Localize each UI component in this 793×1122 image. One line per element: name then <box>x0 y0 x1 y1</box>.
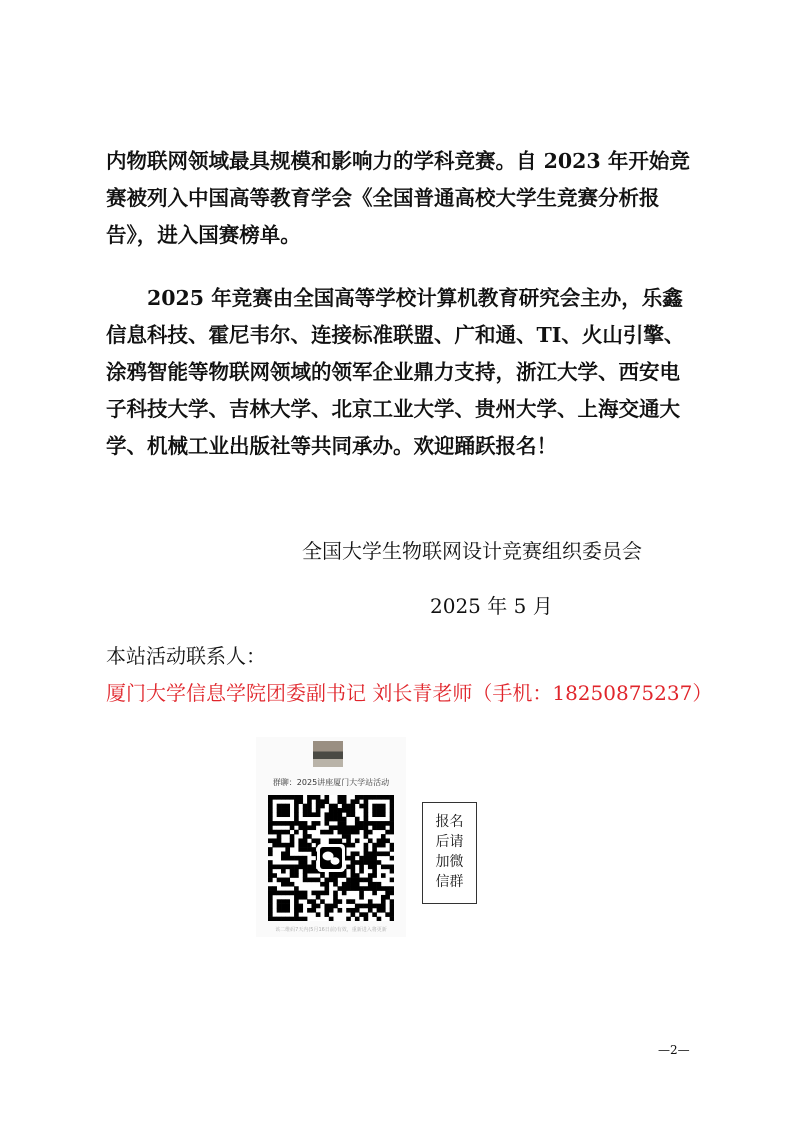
signup-line: 加微 <box>435 854 464 870</box>
qr-group-title: 群聊：2025讲座厦门大学站活动 <box>272 778 390 787</box>
signature-organization: 全国大学生物联网设计竞赛组织委员会 <box>302 539 642 563</box>
signup-line: 信群 <box>435 874 464 890</box>
qr-code <box>268 795 394 921</box>
paragraph-competition-intro <box>106 143 706 254</box>
wechat-icon <box>317 844 345 872</box>
text-line: 2025 年竞赛由全国高等学校计算机教育研究会主办，乐鑫 <box>147 286 683 310</box>
signup-line: 报名 <box>435 814 464 830</box>
page-number: —2— <box>658 1043 690 1057</box>
text-line: 学、机械工业出版社等共同承办。欢迎踊跃报名！ <box>106 434 557 458</box>
signup-line: 后请 <box>435 834 464 850</box>
contact-label: 本站活动联系人： <box>106 644 266 668</box>
contact-person: 厦门大学信息学院团委副书记 刘长青老师（手机：18250875237） <box>106 681 713 705</box>
text-line: 信息科技、霍尼韦尔、连接标准联盟、广和通、TI、火山引擎、 <box>106 323 685 347</box>
qr-validity-note: 该二维码7天内(5月16日前)有效，重新进入将更新 <box>275 927 387 933</box>
text-line: 赛被列入中国高等教育学会《全国普通高校大学生竞赛分析报 <box>106 186 660 210</box>
text-line: 内物联网领域最具规模和影响力的学科竞赛。自 2023 年开始竞 <box>106 149 690 173</box>
wechat-group-qr-card <box>256 737 406 937</box>
paragraph-organizers <box>106 280 706 465</box>
text-line: 子科技大学、吉林大学、北京工业大学、贵州大学、上海交通大 <box>106 397 680 421</box>
group-avatar <box>313 741 343 767</box>
text-line: 告》，进入国赛榜单。 <box>106 223 301 247</box>
signature-date: 2025 年 5 月 <box>430 594 553 618</box>
signup-instruction-box <box>422 802 477 904</box>
text-line: 涂鸦智能等物联网领域的领军企业鼎力支持，浙江大学、西安电 <box>106 360 680 384</box>
